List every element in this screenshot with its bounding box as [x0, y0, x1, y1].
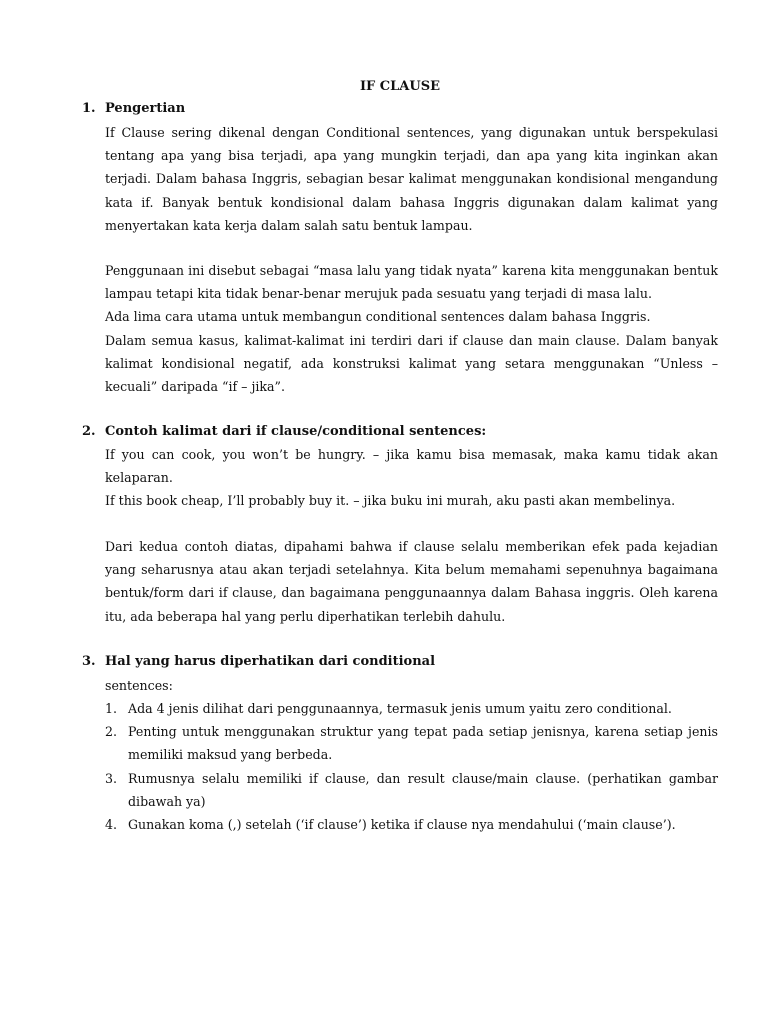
section-number: 2. — [82, 424, 96, 439]
list-item — [105, 813, 718, 836]
list-item — [105, 697, 718, 720]
section-2-heading — [82, 422, 486, 442]
section-1-paragraph-1 — [105, 121, 718, 237]
paragraph: Dalam semua kasus, kalimat-kalimat ini terdiri dari if clause dan main clause. Dalam banyak kalimat kondisional negatif, ada konstruksi kalimat yang setara menggunakan “Unless – kecuali” daripada “if – jika”. — [105, 332, 718, 395]
section-heading-text: Contoh kalimat dari if clause/conditional sentences: — [105, 424, 487, 439]
list-item-number: 1. — [105, 701, 118, 716]
paragraph: If Clause sering dikenal dengan Conditional sentences, yang digunakan untuk berspekulasi tentang apa yang bisa terjadi, apa yang mungkin terjadi, dan apa yang kita inginkan akan terjadi. Dalam bahasa Inggris, sebagian besar kalimat menggunakan kondisional mengandung kata if. Banyak bentuk kondisional dalam bahasa Inggris digunakan dalam kalimat yang menyertakan kata kerja dalam salah satu bentuk lampau. — [105, 125, 718, 233]
paragraph: Penggunaan ini disebut sebagai “masa lalu yang tidak nyata” karena kita menggunakan bentuk lampau tetapi kita tidak benar-benar merujuk pada sesuatu yang terjadi di masa lalu. — [105, 263, 718, 302]
list-item-text: Rumusnya selalu memiliki if clause, dan result clause/main clause. (perhatikan gambar dibawah ya) — [128, 770, 718, 809]
section-3-list — [105, 697, 718, 836]
section-1-heading — [82, 99, 185, 119]
document-title: IF CLAUSE — [359, 79, 441, 94]
list-item-number: 3. — [105, 770, 118, 786]
section-2-examples — [105, 443, 718, 513]
section-2-explanation — [105, 535, 718, 628]
list-item — [105, 767, 718, 813]
section-heading-text: Hal yang harus diperhatikan dari conditional — [105, 654, 436, 669]
section-heading-text: Pengertian — [105, 101, 186, 116]
section-3-heading-continuation: sentences: — [105, 678, 173, 693]
section-3-heading — [82, 652, 435, 672]
example-sentence: If you can cook, you won’t be hungry. – jika kamu bisa memasak, maka kamu tidak akan kelaparan. — [105, 447, 718, 486]
example-sentence: If this book cheap, I’ll probably buy it. – jika buku ini murah, aku pasti akan membelinya. — [105, 493, 676, 509]
paragraph: Dari kedua contoh diatas, dipahami bahwa if clause selalu memberikan efek pada kejadian yang seharusnya atau akan terjadi setelahnya. Kita belum memahami sepenuhnya bagaimana bentuk/form dari if clause, dan bagaimana penggunaannya dalam Bahasa inggris. Oleh karena itu, ada beberapa hal yang perlu diperhatikan terlebih dahulu. — [105, 539, 718, 624]
section-number: 1. — [82, 101, 96, 116]
section-1-paragraph-2 — [105, 259, 718, 398]
list-item — [105, 720, 718, 766]
list-item-number: 2. — [105, 724, 118, 740]
list-item-text: Ada 4 jenis dilihat dari penggunaannya, termasuk jenis umum yaitu zero conditional. — [128, 701, 672, 716]
list-item-text: Penting untuk menggunakan struktur yang tepat pada setiap jenisnya, karena setiap jenis memiliki maksud yang berbeda. — [128, 724, 718, 763]
paragraph: Ada lima cara utama untuk membangun conditional sentences dalam bahasa Inggris. — [105, 309, 651, 325]
section-number: 3. — [82, 654, 96, 669]
list-item-text: Gunakan koma (,) setelah (‘if clause’) ketika if clause nya mendahului (‘main clause’). — [128, 817, 676, 833]
list-item-number: 4. — [105, 817, 118, 833]
